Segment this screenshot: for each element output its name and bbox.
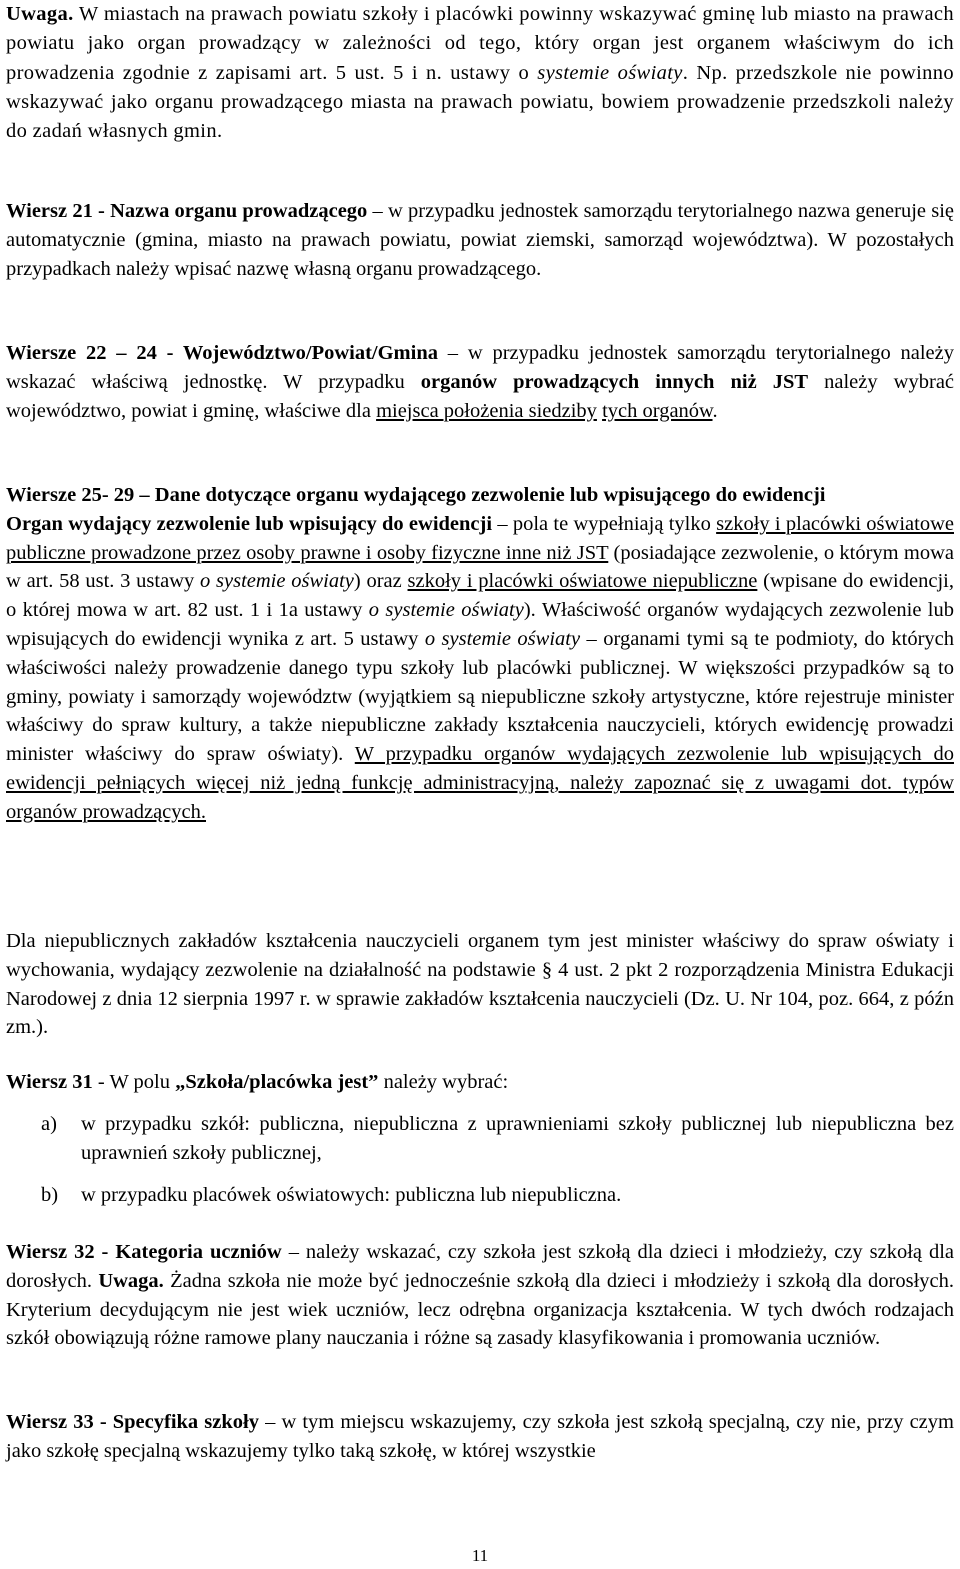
paragraph-organ-wydajacy	[6, 510, 954, 827]
underlined-segment: W przypadku organów wydających zezwolenie lub wpisujących do ewidencji pełniących więcej niż jedną funkcję administracyjną, należy zapoznać się z uwagami dot. typów organów prowadzących.	[6, 743, 954, 823]
text-segment: (posiadające zezwolenie, o którym mowa w art. 58 ust. 3 ustawy	[6, 541, 954, 593]
underlined-segment: miejsca położenia siedziby	[376, 399, 597, 422]
text-segment: należy wybrać województwo, powiat i gminę, właściwe dla	[6, 370, 955, 422]
text-segment: – organami tymi są te podmioty, do których właściwości należy prowadzenie danego typu szkoły lub placówki publicznej. W większości przypadków są to gminy, powiaty i samorządy województw (wyjątkiem są niepubliczne szkoły artystyczne, które rejestruje minister właściwy do spraw kultury, a także niepubliczne zakłady kształcenia nauczycieli, których ewidencję prowadzi minister właściwy do spraw oświaty).	[6, 627, 954, 766]
text-segment: – pola te wypełniają tylko	[492, 512, 717, 535]
list-marker: b)	[41, 1183, 59, 1206]
text-segment: Żadna szkoła nie może być jednocześnie szkołą dla dzieci i młodzieży i szkołą dla dorosłych. Kryterium decydującym nie jest wiek uczniów, lecz odrębna organizacja kształcenia. W tych dwóch rodzajach szkół obowiązują różne ramowe plany nauczania i różne są zasady klasyfikowania i promowania uczniów.	[6, 1269, 954, 1350]
text-segment: (wpisane do ewidencji, o której mowa w art. 82 ust. 1 i 1a ustawy	[6, 570, 954, 622]
text-segment: ) oraz	[353, 570, 408, 593]
paragraph-wiersze-22-24	[6, 339, 954, 425]
list-marker: a)	[41, 1113, 57, 1135]
underlined-segment: tych organów	[602, 399, 713, 422]
uwaga-label: Uwaga.	[6, 3, 74, 25]
text-segment: – w przypadku jednostek samorządu terytorialnego należy wskazać właściwą jednostkę. W przypadku	[6, 342, 955, 393]
section-heading: Wiersz 21 - Nazwa organu prowadzącego	[6, 200, 368, 222]
text-segment: - W polu	[92, 1071, 176, 1093]
list-item-text: w przypadku szkół: publiczna, niepubliczna z uprawnieniami szkoły publicznej lub niepubliczna bez uprawnień szkoły publicznej,	[81, 1113, 954, 1164]
paragraph-zaklady-ksztalcenia	[6, 927, 954, 1042]
text-segment: Dla niepublicznych zakładów kształcenia nauczycieli organem tym jest minister właściwy do spraw oświaty i wychowania, wydający zezwolenie na działalność na podstawie § 4 ust. 2 pkt 2 rozporządzenia Ministra Edukacji Narodowej z dnia 12 sierpnia 1997 r. w sprawie zakładów kształcenia nauczycieli (Dz. U. Nr 104, poz. 664, z późn zm.).	[6, 930, 954, 1039]
text-segment: . Np. przedszkole nie powinno wskazywać jako organu prowadzącego miasta na prawach powiatu, bowiem prowadzenie przedszkoli należy do zadań własnych gmin.	[6, 61, 954, 143]
bold-segment: organów prowadzących innych niż JST	[420, 370, 809, 393]
paragraph-uwaga-miasta	[6, 0, 954, 146]
section-heading: Wiersze 22 – 24 - Województwo/Powiat/Gmina	[6, 342, 438, 364]
list-item-text: w przypadku placówek oświatowych: publiczna lub niepubliczna.	[81, 1183, 622, 1206]
paragraph-wiersze-25-29	[6, 481, 954, 827]
italic-segment: o systemie oświaty	[200, 570, 354, 593]
text-segment: ). Właściwość organów wydających zezwolenie lub wpisujących do ewidencji wynika z art. 5 ustawy	[6, 599, 954, 650]
italic-segment: systemie oświaty	[537, 61, 683, 84]
bold-segment: Uwaga.	[98, 1269, 164, 1292]
italic-segment: o systemie oświaty	[424, 627, 581, 650]
page-number: 11	[471, 1546, 489, 1565]
section-heading: Wiersze 25- 29 – Dane dotyczące organu wydającego zezwolenie lub wpisującego do ewidencji	[6, 484, 826, 506]
list-item	[41, 1181, 954, 1210]
paragraph-wiersz-31	[6, 1068, 954, 1097]
paragraph-wiersz-32	[6, 1238, 954, 1353]
underlined-segment: szkoły i placówki oświatowe niepubliczne	[407, 570, 758, 593]
bold-segment: Organ wydający zezwolenie lub wpisujący do ewidencji	[6, 512, 493, 535]
section-heading: Wiersz 32 - Kategoria uczniów	[6, 1241, 282, 1263]
text-segment: .	[712, 399, 718, 422]
underlined-segment: szkoły i placówki oświatowe publiczne prowadzone przez osoby prawne i osoby fizyczne inne niż JST	[6, 512, 954, 564]
options-list	[41, 1110, 954, 1209]
section-heading: Wiersz 31	[6, 1071, 93, 1093]
paragraph-wiersz-21	[6, 197, 954, 283]
list-item	[41, 1110, 954, 1168]
paragraph-wiersz-33	[6, 1408, 954, 1466]
text-segment: W miastach na prawach powiatu szkoły i placówki powinny wskazywać gminę lub miasto na prawach powiatu jako organ prowadzący w zależności od tego, który organ jest organem właściwym do ich prowadzenia zgodnie z zapisami art. 5 ust. 5 i n. ustawy o	[6, 3, 954, 84]
bold-segment: „Szkoła/placówka jest”	[175, 1071, 379, 1093]
text-segment: – należy wskazać, czy szkoła jest szkołą dla dzieci i młodzieży, czy szkołą dla dorosłych.	[6, 1241, 955, 1292]
text-segment: – w tym miejscu wskazujemy, czy szkoła jest szkołą specjalną, czy nie, przy czym jako szkołę specjalną wskazujemy tylko taką szkołę, w której wszystkie	[6, 1411, 954, 1462]
text-segment: należy wybrać:	[378, 1071, 509, 1093]
text-segment: – w przypadku jednostek samorządu terytorialnego nazwa generuje się automatycznie (gmina, miasto na prawach powiatu, powiat ziemski, samorząd województwa). W pozostałych przypadkach należy wpisać nazwę własną organu prowadzącego.	[6, 200, 954, 280]
section-heading: Wiersz 33 - Specyfika szkoły	[6, 1411, 259, 1433]
italic-segment: o systemie oświaty	[368, 599, 524, 622]
